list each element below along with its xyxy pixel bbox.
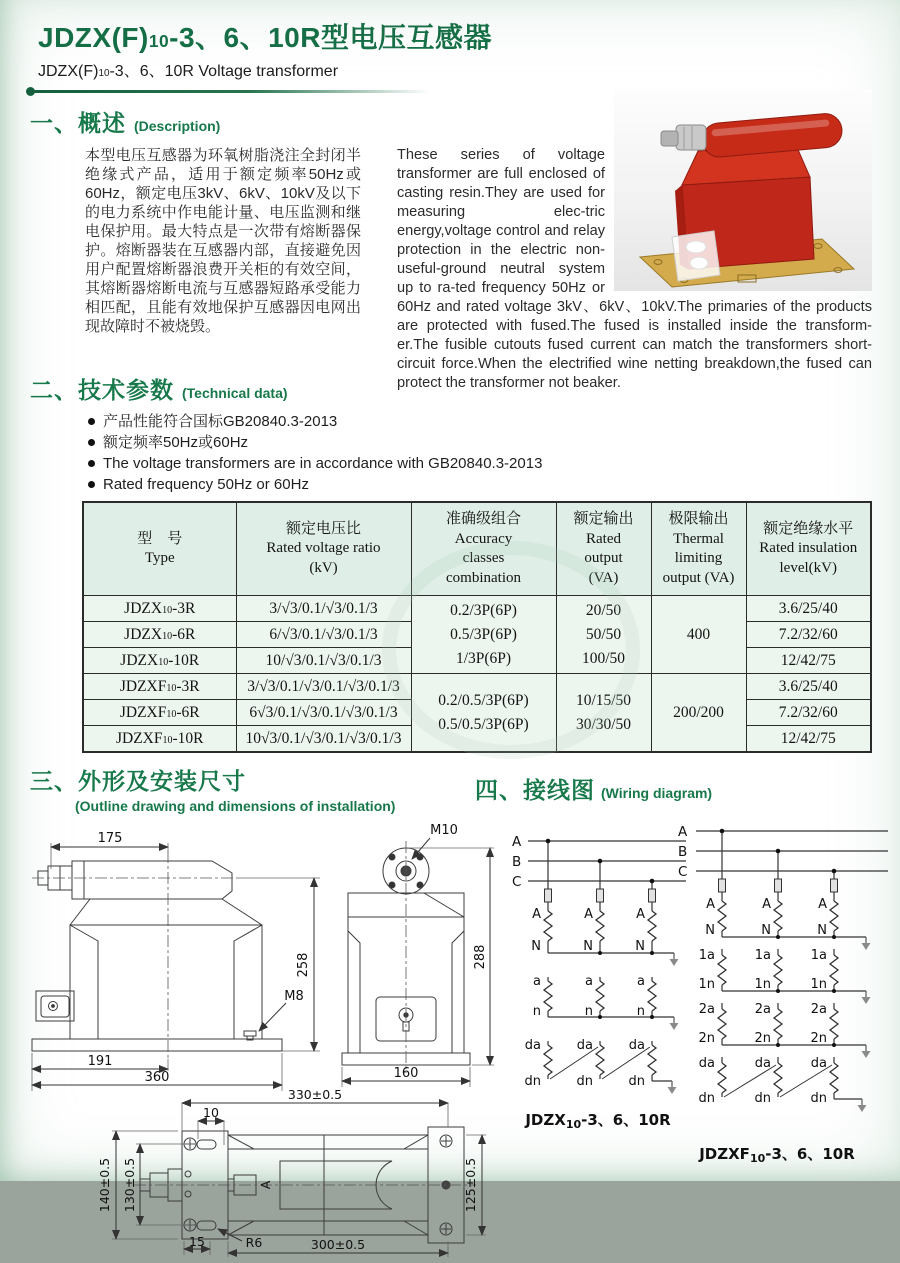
winding-label: A [762,897,771,912]
title-prefix: JDZX(F) [38,22,149,53]
wiring-caption-jdzx: $JDZX_{10}-3$、6、10R [525,1111,671,1131]
winding-label: 2n [754,1031,771,1046]
winding-label: 1a [754,948,771,963]
description-en-column [397,146,872,391]
type-cell: JDZX10-3R [83,596,236,622]
bus-label-a: A [678,824,688,840]
winding-label: da [524,1038,541,1053]
dim-330: 330±0.5 [287,1087,343,1102]
type-cell: JDZX10-10R [83,648,236,674]
section34-heading-row [0,763,900,815]
winding-label: 2a [698,1002,715,1017]
description-text-cn: 本型电压互感器为环氧树脂浇注全封闭半绝缘式产品，适用于额定频率50Hz或60Hz，额定电压3kV、6kV、10kV及以下的电力系统中作电能计量、电压监测和继电保护用。最大特点是一次带有熔断器保护。熔断器装在互感器内部，直接避免因用户配置熔断器浪费开关柜的有效空间，其熔断器熔断电流与互感器短路承受能力相匹配，且能有效地保护互感器因电网出现故障时不被烧毁。 [85,147,361,335]
winding-label: N [761,923,771,938]
type-cell: JDZXF10-6R [83,700,236,726]
section3-title-en: (Outline drawing and dimensions of installation) [75,798,396,814]
spec-table-wrap [82,501,872,753]
thermal-cell-group1: 400 [651,596,746,674]
col-header-accuracy: 准确级组合 Accuracy classes combination [411,502,556,596]
winding-label: 1a [698,948,715,963]
accuracy-cell-group1: 0.2/3P(6P) 0.5/3P(6P) 1/3P(6P) [411,596,556,674]
subtitle-prefix: JDZX(F) [38,63,99,80]
winding-label: a [533,974,541,989]
dim-15: 15 [189,1234,205,1249]
type-cell: JDZXF10-3R [83,674,236,700]
outline-front-view [330,819,508,1095]
winding-label: da [698,1056,715,1071]
title-divider [28,90,430,93]
winding-label: A [532,907,541,922]
dim-m8: M8 [284,989,304,1004]
bullet-item: The voltage transformers are in accordance with GB20840.3-2013 [88,453,900,474]
winding-label: n [532,1004,541,1019]
title-suffix: -3、6、10R型电压互感器 [169,22,492,53]
section-wiring-heading [475,772,712,805]
dim-288: 288 [473,944,488,970]
section4-title-en: (Wiring diagram) [601,785,713,801]
insulation-cell: 3.6/25/40 [746,596,871,622]
winding-label: dn [576,1074,593,1089]
col-header-thermal: 极限输出 Thermal limiting output (VA) [651,502,746,596]
winding-label: 2n [810,1031,827,1046]
winding-label: A [636,907,645,922]
dim-258: 258 [296,952,311,978]
winding-label: A [818,897,827,912]
winding-label: dn [698,1091,715,1106]
ratio-cell: 3/√3/0.1/√3/0.1/√3/0.1/3 [236,674,411,700]
dim-140: 140±0.5 [97,1157,112,1213]
description-block [85,146,872,391]
section1-title-cn: 概述 [78,110,126,136]
dim-160: 160 [393,1066,419,1081]
winding-label: da [576,1038,593,1053]
dim-125: 125±0.5 [463,1157,478,1213]
description-text-en: These series of voltage transformer are full enclosed of casting resin.They are used for measuring elec-tric energy,voltage control and relay protection in the electric non-useful-ground neutral system up to ra-ted frequency 50Hz or 60Hz and rated voltage 3kV、6kV、10kV.The primaries of the products are protected with fused.The fused is installed inside the transform-er.The fusible cutouts fused current can match the transformers short-circuit force.When the electrified wine netting breakdown,the fused can protect the transformer not beaker. [397,147,872,391]
winding-label: 1n [810,977,827,992]
subtitle-suffix: -3、6、10R Voltage transformer [109,63,339,80]
table-row [83,596,871,622]
page-subtitle [38,58,900,81]
outline-side-view [26,819,328,1095]
winding-label: a [585,974,593,989]
title-subscript: 10 [148,31,170,51]
fuse-cylinder [701,112,843,158]
winding-label: 1n [754,977,771,992]
technical-bullet-list [88,411,900,495]
bus-label-a: A [512,834,522,850]
section2-number: 二、 [30,377,78,403]
table-header-row [83,502,871,596]
winding-label: da [810,1056,827,1071]
winding-label: dn [628,1074,645,1089]
ratio-cell: 6√3/0.1/√3/0.1/√3/0.1/3 [236,700,411,726]
bus-label-c: C [678,864,688,880]
section3-title-cn: 外形及安装尺寸 [78,768,246,794]
winding-label: N [583,939,593,954]
winding-label: dn [810,1091,827,1106]
winding-label: da [754,1056,771,1071]
spec-table [82,501,872,753]
winding-label: N [817,923,827,938]
winding-label: dn [524,1074,541,1089]
section-marker-a: A [258,1180,273,1190]
insulation-cell: 3.6/25/40 [746,674,871,700]
bullet-item: 额定频率50Hz或60Hz [88,432,900,453]
accuracy-cell-group2: 0.2/0.5/3P(6P) 0.5/0.5/3P(6P) [411,674,556,753]
winding-label: N [531,939,541,954]
subtitle-subscript: 10 [98,68,110,79]
winding-label: 2n [698,1031,715,1046]
product-photo [614,89,872,291]
section2-title-en: (Technical data) [182,385,288,401]
winding-label: n [584,1004,593,1019]
insulation-cell: 7.2/32/60 [746,622,871,648]
dim-300: 300±0.5 [310,1237,366,1252]
output-cell-group2: 10/15/50 30/30/50 [556,674,651,753]
bullet-item: Rated frequency 50Hz or 60Hz [88,474,900,495]
secondary-terminal-cover [672,231,720,281]
section-outline-heading [30,763,395,814]
section1-number: 一、 [30,110,78,136]
dim-360: 360 [144,1070,170,1085]
dim-175: 175 [97,831,123,846]
ratio-cell: 10/√3/0.1/√3/0.1/3 [236,648,411,674]
col-header-output: 额定输出 Rated output (VA) [556,502,651,596]
winding-label: a [637,974,645,989]
winding-label: N [635,939,645,954]
output-cell-group1: 20/50 50/50 100/50 [556,596,651,674]
ratio-cell: 6/√3/0.1/√3/0.1/3 [236,622,411,648]
ratio-cell: 3/√3/0.1/√3/0.1/3 [236,596,411,622]
winding-label: 1a [810,948,827,963]
insulation-cell: 12/42/75 [746,648,871,674]
bus-label-b: B [678,844,688,860]
winding-label: 2a [810,1002,827,1017]
thermal-cell-group2: 200/200 [651,674,746,753]
bullet-item: 产品性能符合国标GB20840.3-2013 [88,411,900,432]
winding-label: dn [754,1091,771,1106]
dim-m10: M10 [430,823,458,838]
page-title [38,16,900,56]
section1-title-en: (Description) [134,118,221,134]
wiring-diagram-jdzxf [652,817,892,1185]
dim-191: 191 [87,1054,113,1069]
primary-terminal [661,125,706,150]
drawings-area [0,817,900,1263]
insulation-cell: 7.2/32/60 [746,700,871,726]
section3-number: 三、 [30,768,78,794]
table-row [83,674,871,700]
label-r6: R6 [245,1235,263,1250]
winding-label: A [706,897,715,912]
wiring-caption-jdzxf: $JDZXF_{10}-3$、6、10R [699,1145,855,1165]
section4-title-cn: 接线图 [523,777,595,803]
bus-label-b: B [512,854,522,870]
insulation-cell: 12/42/75 [746,726,871,753]
section2-title-cn: 技术参数 [78,377,174,403]
outline-top-view [94,1089,492,1261]
dim-130: 130±0.5 [122,1157,137,1213]
ratio-cell: 10√3/0.1/√3/0.1/√3/0.1/3 [236,726,411,753]
winding-label: da [628,1038,645,1053]
winding-label: 1n [698,977,715,992]
col-header-ratio: 额定电压比 Rated voltage ratio (kV) [236,502,411,596]
bus-label-c: C [512,874,522,890]
voltage-transformer-image [614,89,872,291]
winding-label: N [705,923,715,938]
section4-number: 四、 [475,777,523,803]
type-cell: JDZX10-6R [83,622,236,648]
winding-label: A [584,907,593,922]
winding-label: 2a [754,1002,771,1017]
winding-label: n [636,1004,645,1019]
dim-10: 10 [203,1105,219,1120]
col-header-type: 型 号 Type [83,502,236,596]
col-header-insulation: 额定绝缘水平 Rated insulation level(kV) [746,502,871,596]
type-cell: JDZXF10-10R [83,726,236,753]
